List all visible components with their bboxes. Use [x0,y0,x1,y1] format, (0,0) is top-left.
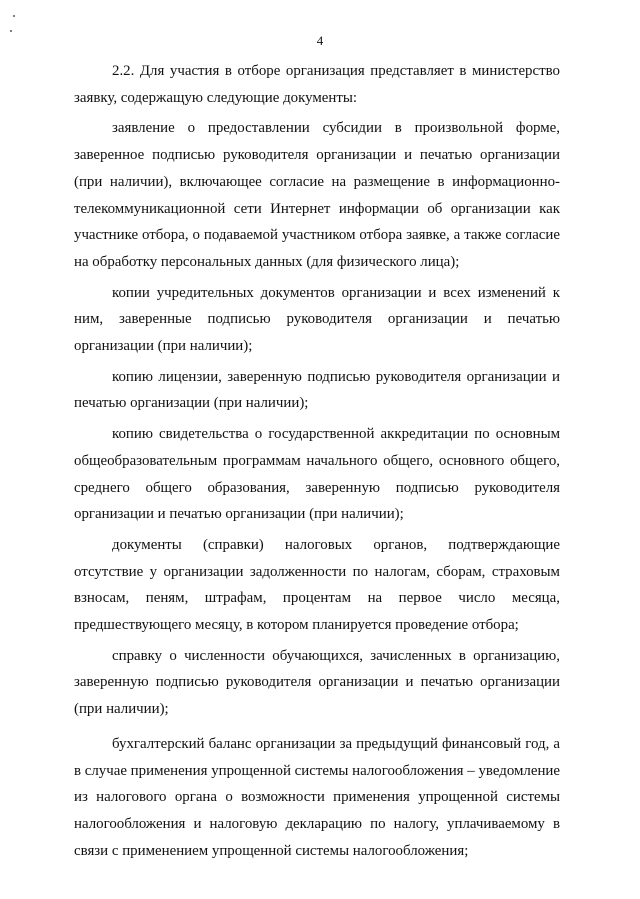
list-item-accreditation: копию свидетельства о государственной аккредитации по основным общеобразовательным программам начального общего, основного общего, среднего общего образования, заверенную подписью руководителя организации и печатью организации (при наличии); [74,426,560,523]
scan-speck [13,15,15,17]
list-item-founding-documents: копии учредительных документов организации и всех изменений к ним, заверенные подписью руководителя организации и печатью организации (при наличии); [74,284,560,355]
document-body [74,58,560,864]
list-item-student-count: справку о численности обучающихся, зачисленных в организацию, заверенную подписью руководителя организации и печатью организации (при наличии); [74,647,560,718]
list-item-balance-sheet: бухгалтерский баланс организации за предыдущий финансовый год, а в случае применения упрощенной системы налогообложения – уведомление из налогового органа о возможности применения упрощенной системы налогообложения и налоговую декларацию по налогу, уплачиваемому в связи с применением упрощенной системы налогообложения; [74,735,560,859]
paragraph-intro: 2.2. Для участия в отборе организация представляет в министерство заявку, содержащую следующие документы: [74,63,560,106]
page-number: 4 [316,33,324,48]
list-item-application: заявление о предоставлении субсидии в произвольной форме, заверенное подписью руководителя организации и печатью организации (при наличии), включающее согласие на размещение в информационно-телекоммуникационной сети Интернет информации об организации как участнике отбора, о подаваемой участником отбора заявке, а также согласие на обработку персональных данных (для физического лица); [74,120,560,270]
scan-speck [10,30,12,32]
list-item-license: копию лицензии, заверенную подписью руководителя организации и печатью организации (при наличии); [74,368,560,412]
list-item-tax-certificates: документы (справки) налоговых органов, подтверждающие отсутствие у организации задолженности по налогам, сборам, страховым взносам, пеням, штрафам, процентам на первое число месяца, предшествующего месяцу, в котором планируется проведение отбора; [74,536,560,634]
